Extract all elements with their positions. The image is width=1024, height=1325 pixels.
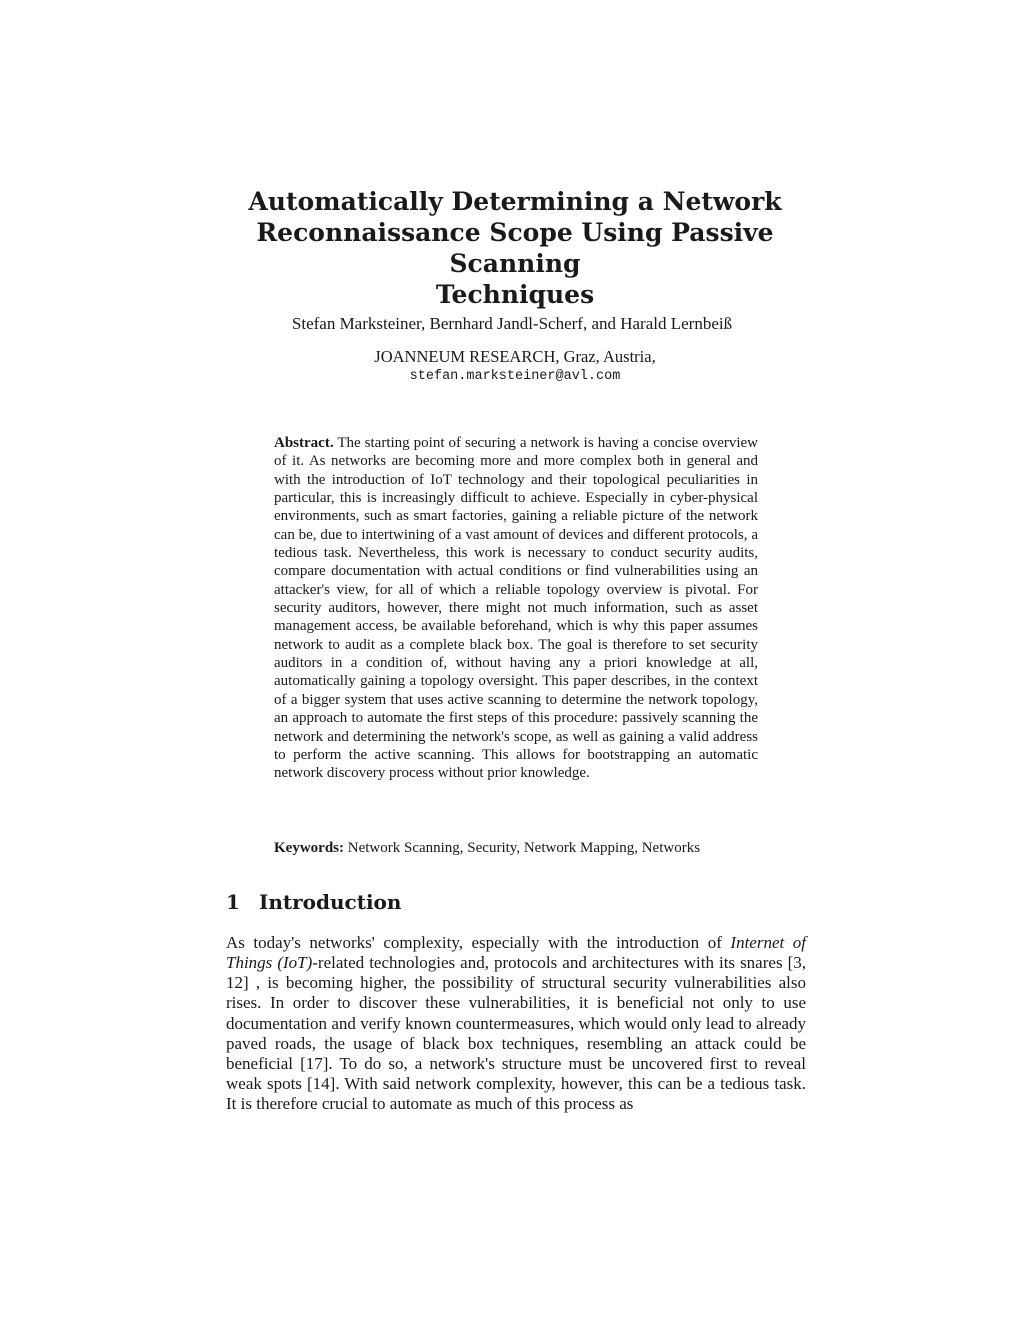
intro-emphasis-iot: Internet of Things (IoT) xyxy=(226,933,806,973)
keywords-label: Keywords: xyxy=(274,840,344,856)
abstract-text: The starting point of securing a network is having a concise overview of it. As networks are becoming more and more complex both in general and with the introduction of IoT technology and their topological peculiarities in particular, this is increasingly difficult to achieve. Especially in cyber-physical environments, such as smart factories, gaining a reliable picture of the network can be, due to intertwining of a vast amount of devices and different protocols, a tedious task. Nevertheless, this work is necessary to conduct security audits, compare documentation with actual conditions or find vulnerabilities using an attacker's view, for all of which a reliable topology overview is pivotal. For security auditors, however, there might not much information, such as asset management access, be available beforehand, which is why this paper assumes network to audit as a complete black box. The goal is therefore to set security auditors in a condition of, without having any a priori knowledge at all, automatically gaining a topology oversight. This paper describes, in the context of a bigger system that uses active scanning to determine the network topology, an approach to automate the first steps of this procedure: passively scanning the network and determining the network's scope, as well as gaining a valid address to perform the active scanning. This allows for bootstrapping an automatic network discovery process without prior knowledge. xyxy=(274,435,759,782)
keywords xyxy=(274,839,774,857)
author-list: Stefan Marksteiner, Bernhard Jandl-Scherf, and Harald Lernbeiß xyxy=(291,314,733,333)
section-title: Introduction xyxy=(259,890,402,914)
abstract-label: Abstract. xyxy=(274,435,334,451)
introduction-paragraph xyxy=(226,933,806,1114)
abstract xyxy=(274,434,758,783)
section-number: 1 xyxy=(226,890,240,914)
paper-title xyxy=(200,186,830,310)
title-line-2: Reconnaissance Scope Using Passive Scanning xyxy=(256,218,774,278)
author-email: stefan.marksteiner@avl.com xyxy=(409,369,621,384)
intro-text-part-1: As today's networks' complexity, especially with the introduction of xyxy=(226,933,731,952)
affiliation-block xyxy=(0,347,1024,387)
section-heading-introduction xyxy=(226,889,401,915)
title-line-1: Automatically Determining a Network xyxy=(248,187,782,216)
affiliation: JOANNEUM RESEARCH, Graz, Austria, xyxy=(374,347,656,366)
title-line-3: Techniques xyxy=(435,280,595,309)
keywords-text: Network Scanning, Security, Network Mapping, Networks xyxy=(347,840,701,856)
intro-text-part-2: -related technologies and, protocols and architectures with its snares [3, 12] , is becoming higher, the possibility of structural security vulnerabilities also rises. In order to discover these vulnerabilities, it is beneficial not only to use documentation and verify known countermeasures, which would only lead to already paved roads, the usage of black box techniques, resembling an attack could be beneficial [17]. To do so, a network's structure must be uncovered first to reveal weak spots [14]. With said network complexity, however, this can be a tedious task. It is therefore crucial to automate as much of this process as xyxy=(226,953,806,1114)
